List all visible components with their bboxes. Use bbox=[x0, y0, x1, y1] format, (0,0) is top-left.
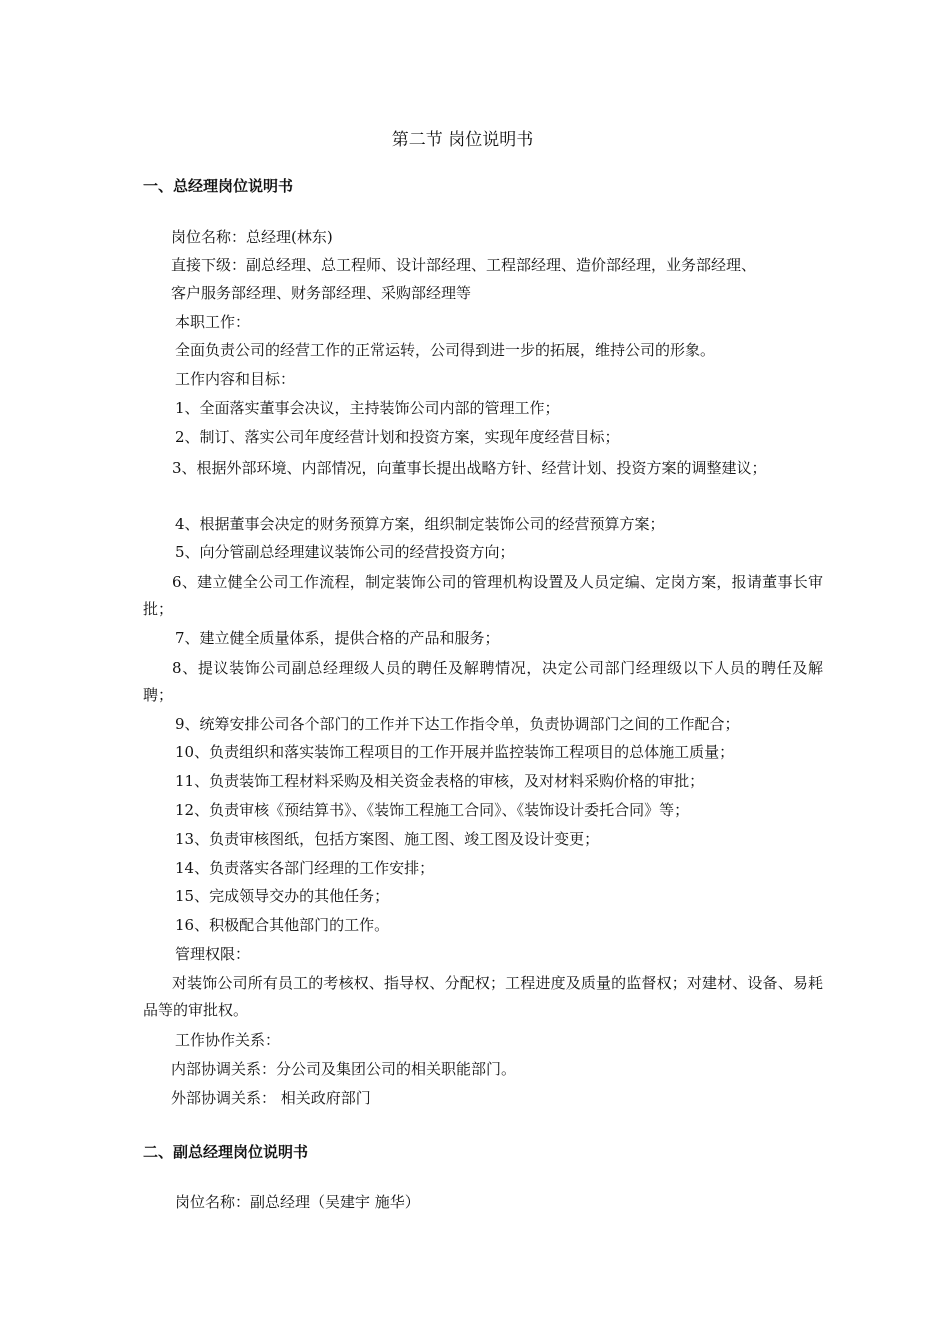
direct-subordinates-line-1: 直接下级：副总经理、总工程师、设计部经理、工程部经理、造价部经理，业务部经理、 bbox=[171, 256, 757, 274]
list-item: 3、根据外部环境、内部情况，向董事长提出战略方针、经营计划、投资方案的调整建议； bbox=[172, 459, 767, 477]
list-item: 16、积极配合其他部门的工作。 bbox=[175, 916, 390, 934]
list-item: 5、向分管副总经理建议装饰公司的经营投资方向； bbox=[175, 543, 515, 561]
section-heading-general-manager: 一、总经理岗位说明书 bbox=[143, 177, 294, 195]
list-item: 6、建立健全公司工作流程，制定装饰公司的管理机构设置及人员定编、定岗方案，报请董事长审批； bbox=[143, 573, 823, 618]
list-item: 14、负责落实各部门经理的工作安排； bbox=[175, 859, 435, 877]
cooperation-label: 工作协作关系： bbox=[175, 1031, 281, 1049]
list-item: 1、全面落实董事会决议，主持装饰公司内部的管理工作； bbox=[175, 399, 560, 417]
list-item: 13、负责审核图纸，包括方案图、施工图、竣工图及设计变更； bbox=[175, 830, 600, 848]
list-item: 10、负责组织和落实装饰工程项目的工作开展并监控装饰工程项目的总体施工质量； bbox=[175, 743, 735, 761]
list-item: 12、负责审核《预结算书》、《装饰工程施工合同》、《装饰设计委托合同》等； bbox=[175, 801, 690, 819]
direct-subordinates-line-2: 客户服务部经理、财务部经理、采购部经理等 bbox=[171, 284, 472, 302]
external-coordination: 外部协调关系： 相关政府部门 bbox=[171, 1089, 371, 1107]
section-heading-deputy-general-manager: 二、副总经理岗位说明书 bbox=[143, 1143, 309, 1161]
internal-coordination: 内部协调关系：分公司及集团公司的相关职能部门。 bbox=[171, 1060, 517, 1078]
authority-label: 管理权限： bbox=[175, 945, 251, 963]
content-label: 工作内容和目标： bbox=[175, 370, 296, 388]
list-item: 2、制订、落实公司年度经营计划和投资方案，实现年度经营目标； bbox=[175, 428, 620, 446]
list-item: 4、根据董事会决定的财务预算方案，组织制定装饰公司的经营预算方案； bbox=[175, 515, 665, 533]
list-item: 11、负责装饰工程材料采购及相关资金表格的审核，及对材料采购价格的审批； bbox=[175, 772, 705, 790]
page-title: 第二节 岗位说明书 bbox=[391, 130, 534, 150]
duty-label: 本职工作： bbox=[175, 313, 251, 331]
authority-text: 对装饰公司所有员工的考核权、指导权、分配权；工程进度及质量的监督权；对建材、设备、易耗品等的审批权。 bbox=[143, 974, 823, 1019]
list-item: 8、提议装饰公司副总经理级人员的聘任及解聘情况，决定公司部门经理级以下人员的聘任及解聘； bbox=[143, 659, 823, 704]
list-item: 7、建立健全质量体系，提供合格的产品和服务； bbox=[175, 629, 500, 647]
list-item: 15、完成领导交办的其他任务； bbox=[175, 887, 390, 905]
position-name: 岗位名称：总经理(林东) bbox=[171, 228, 333, 246]
duty-text: 全面负责公司的经营工作的正常运转，公司得到进一步的拓展，维持公司的形象。 bbox=[175, 341, 716, 359]
deputy-position-name: 岗位名称：副总经理（吴建宇 施华） bbox=[175, 1193, 420, 1211]
list-item: 9、统筹安排公司各个部门的工作并下达工作指令单，负责协调部门之间的工作配合； bbox=[175, 715, 740, 733]
